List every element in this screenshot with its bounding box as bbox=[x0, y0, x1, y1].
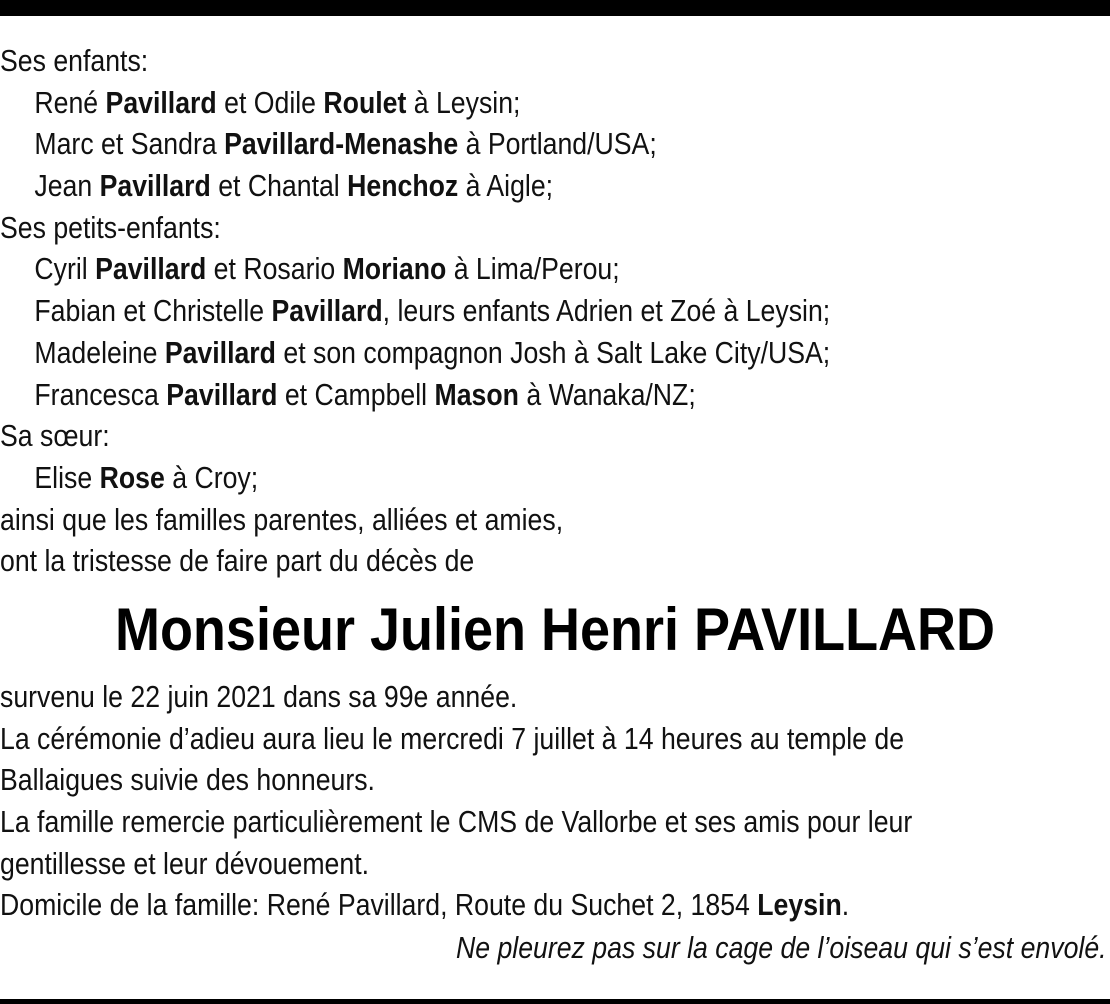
closing-quote: Ne pleurez pas sur la cage de l’oiseau qui s’est envolé. bbox=[455, 930, 1107, 966]
line-text: et Campbell bbox=[277, 376, 435, 412]
surname: Pavillard bbox=[95, 251, 207, 287]
bottom-rule bbox=[0, 999, 1110, 1004]
line-text: et Odile bbox=[216, 84, 324, 120]
family-member-line bbox=[0, 457, 955, 499]
domicile-suffix: . bbox=[841, 887, 850, 923]
thanks-line-2: gentillesse et leur dévouement. bbox=[0, 845, 370, 881]
line-text: , leurs enfants Adrien et Zoé à Leysin; bbox=[382, 293, 831, 329]
line-text: Madeleine bbox=[34, 334, 165, 370]
line-text: et son compagnon Josh à Salt Lake City/USA; bbox=[275, 334, 831, 370]
surname: Henchoz bbox=[347, 168, 459, 204]
surname: Pavillard bbox=[164, 334, 276, 370]
line-text: Cyril bbox=[34, 251, 96, 287]
line-text: à Leysin; bbox=[406, 84, 521, 120]
ceremony-line-1: La cérémonie d’adieu aura lieu le mercredi 7 juillet à 14 heures au temple de bbox=[0, 720, 905, 756]
line-text: Marc et Sandra bbox=[34, 126, 225, 162]
ceremony-line-2: Ballaigues suivie des honneurs. bbox=[0, 762, 375, 798]
surname: Mason bbox=[434, 376, 519, 412]
line-text: Fabian et Christelle bbox=[34, 293, 272, 329]
deceased-name: Monsieur Julien Henri PAVILLARD bbox=[114, 595, 996, 663]
grandchildren-list bbox=[0, 248, 1110, 415]
domicile-prefix: Domicile de la famille: René Pavillard, Route du Suchet 2, 1854 bbox=[0, 887, 758, 923]
line-text: à Wanaka/NZ; bbox=[518, 376, 696, 412]
line-text: à Portland/USA; bbox=[458, 126, 657, 162]
family-member-line bbox=[0, 290, 955, 332]
line-text: Jean bbox=[34, 168, 100, 204]
line-text: René bbox=[34, 84, 106, 120]
surname: Moriano bbox=[342, 251, 447, 287]
family-member-line bbox=[0, 374, 955, 416]
details-block bbox=[0, 676, 1110, 926]
death-line: survenu le 22 juin 2021 dans sa 99e année. bbox=[0, 678, 518, 714]
sister-list bbox=[0, 457, 1110, 499]
grandchildren-heading: Ses petits-enfants: bbox=[0, 209, 221, 245]
line-text: et Rosario bbox=[206, 251, 343, 287]
line-text: Elise bbox=[34, 459, 100, 495]
thanks-line-1: La famille remercie particulièrement le CMS de Vallorbe et ses amis pour leur bbox=[0, 804, 913, 839]
sister-heading: Sa sœur: bbox=[0, 418, 110, 454]
surname: Pavillard bbox=[271, 293, 383, 329]
announcement-line: ont la tristesse de faire part du décès de bbox=[0, 543, 475, 579]
families-line: ainsi que les familles parentes, alliées et amies, bbox=[0, 501, 564, 537]
surname: Pavillard-Menashe bbox=[224, 126, 459, 162]
surname: Rose bbox=[99, 459, 165, 495]
family-member-line bbox=[0, 82, 955, 124]
family-member-line bbox=[0, 332, 955, 374]
surname: Pavillard bbox=[99, 168, 211, 204]
family-member-line bbox=[0, 165, 955, 207]
surname: Pavillard bbox=[166, 376, 278, 412]
line-text: à Aigle; bbox=[458, 168, 554, 204]
children-heading: Ses enfants: bbox=[0, 43, 149, 78]
top-rule bbox=[0, 0, 1110, 16]
line-text: à Lima/Perou; bbox=[446, 251, 620, 287]
line-text: à Croy; bbox=[164, 459, 259, 495]
line-text: Francesca bbox=[34, 376, 167, 412]
domicile-line bbox=[0, 884, 955, 926]
surname: Roulet bbox=[323, 84, 407, 120]
line-text: et Chantal bbox=[210, 168, 348, 204]
surname: Pavillard bbox=[105, 84, 217, 120]
children-list bbox=[0, 82, 1110, 207]
family-member-line bbox=[0, 248, 955, 290]
domicile-town: Leysin bbox=[757, 887, 842, 923]
family-member-line bbox=[0, 123, 955, 165]
obituary-notice bbox=[0, 40, 1110, 968]
